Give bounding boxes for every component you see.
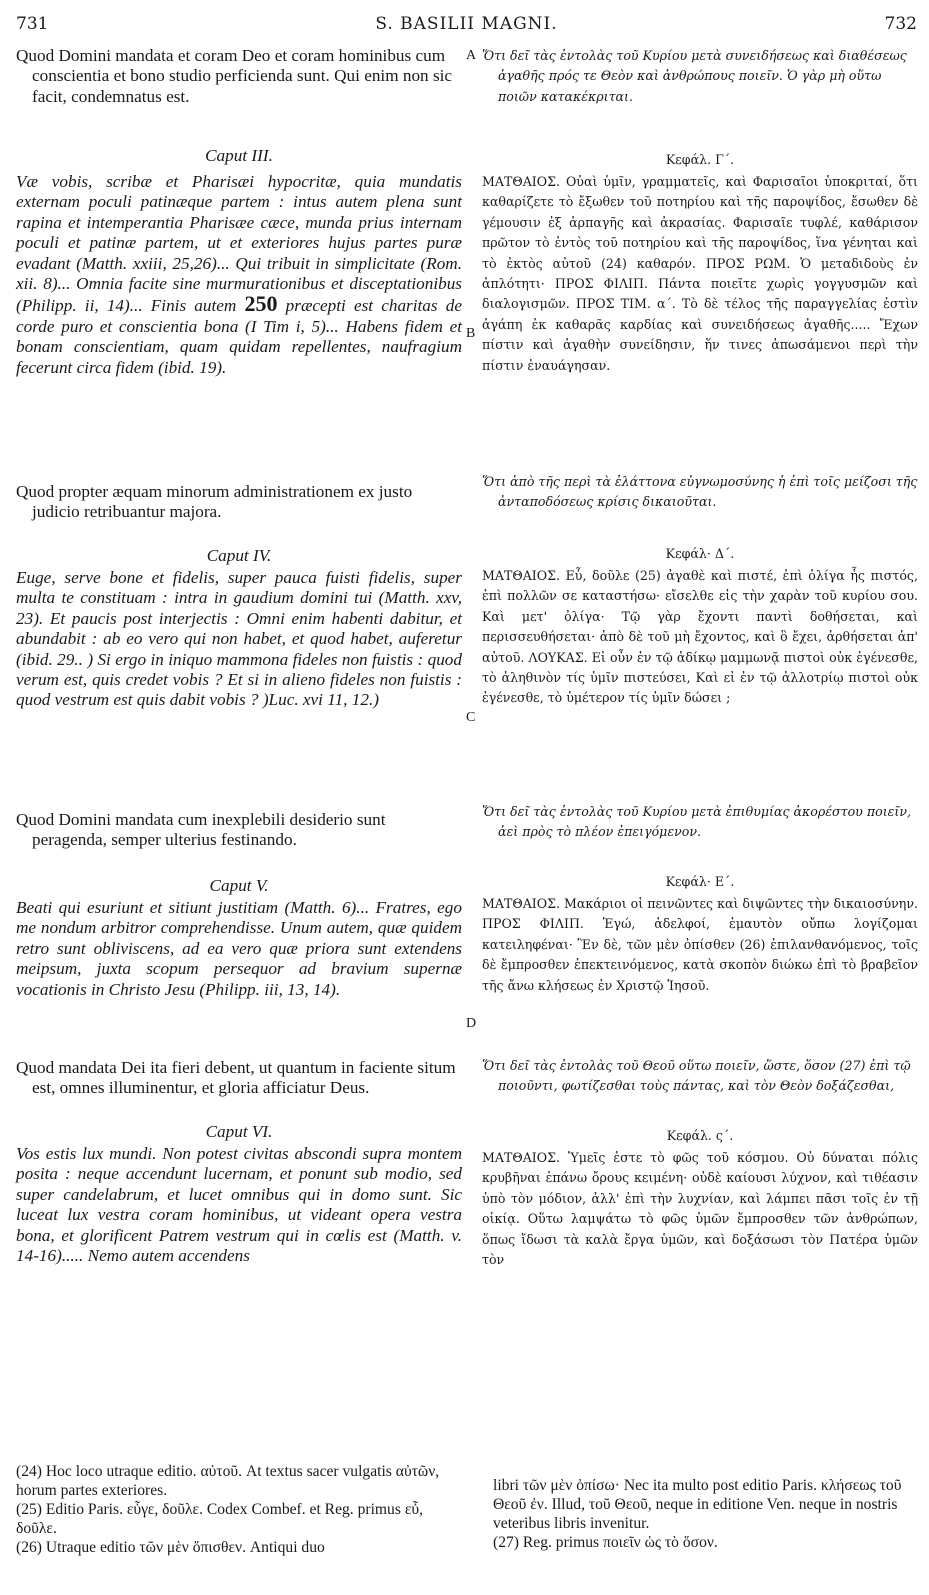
page-header [16, 14, 917, 40]
latin-text-6: Vos estis lux mundi. Non potest civitas abscondi supra montem posita : neque accendunt lucernam, et ponunt sub modio, sed super candelabrum, et lucet omnibus qui in domo sunt. Sic luceat lux vestra coram hominibus, ut videant opera vestra bona, et glorificent Patrem vestrum qui in cœlis est (Matth. v. 14-16)..... Nemo autem accendens [16, 1144, 462, 1266]
greek-kephal-3: Κεφάλ. Γ΄. [665, 152, 735, 167]
greek-text-5: ΜΑΤΘΑΙΟΣ. Μακάριοι οἱ πεινῶντες καὶ διψῶντες τὴν δικαιοσύνην. ΠΡΟΣ ΦΙΛΙΠ. Ἐγώ, ἀδελφοί, ἐμαυτὸν οὔπω λογίζομαι κατειληφέναι· Ἓν δὲ, τῶν μὲν ὀπίσθεν (26) ἐπιλανθανόμενος, τοῖς δὲ ἔμπροσθεν ἐπεκτεινόμενος, κατὰ σκοπὸν διώκω ἐπὶ τὸ βραβεῖον τῆς ἄνω κλήσεως ἐν Χριστῷ Ἰησοῦ. [482, 896, 918, 993]
greek-text-4: ΜΑΤΘΑΙΟΣ. Εὖ, δοῦλε (25) ἀγαθὲ καὶ πιστέ, ἐπὶ ὀλίγα ἧς πιστός, ἐπὶ πολλῶν σε καταστήσω· εἴσελθε εἰς τὴν χαρὰν τοῦ κυρίου σου. Καὶ μετ' ὀλίγα· Τῷ γὰρ ἔχοντι παντὶ δοθήσεται, καὶ περισσευθήσεται· ἀπὸ δὲ τοῦ μὴ ἔχοντος, καὶ ὃ ἔχει, ἀρθήσεται ἀπ' αὐτοῦ. ΛΟΥΚΑΣ. Εἰ οὖν ἐν τῷ ἀδίκῳ μαμμωνᾷ πιστοὶ οὐκ ἐγένεσθε, τὸ ἀληθινὸν τίς ὑμῖν πιστεύσει, Καὶ εἰ ἐν τῷ ἀλλοτρίῳ πιστοὶ οὐκ ἐγένεσθε, τὸ ὑμέτερον τίς ὑμῖν δώσει ; [482, 568, 918, 706]
greek-heading-5: Ὅτι δεῖ τὰς ἐντολὰς τοῦ Κυρίου μετὰ ἐπιθυμίας ἀκορέστου ποιεῖν, ἀεὶ πρὸς τὸ πλέον ἐπειγόμενον. [482, 804, 911, 840]
margin-letter-d: D [466, 1016, 477, 1031]
footnote-27: (27) Reg. primus ποιεῖν ὡς τὸ ὅσον. [493, 1534, 718, 1551]
margin-letter-a: A [466, 48, 477, 63]
greek-kephal-6: Κεφάλ. ς΄. [666, 1128, 734, 1143]
latin-text-3-b: præcepti est charitas de corde puro et conscientia bona (I Tim i, 5)... Habens fidem et bonam conscientiam, quam quidam repellentes, naufragium fecerunt circa fidem (ibid. 19). [16, 296, 462, 377]
greek-kephal-5: Κεφάλ· Ε΄. [665, 874, 735, 889]
greek-heading-4: Ὅτι ἀπὸ τῆς περὶ τὰ ἐλάττονα εὐγνωμοσύνης ἡ ἐπὶ τοῖς μείζοσι τῆς ἀνταποδόσεως κρίσις δικαιοῦται. [482, 474, 918, 510]
footnote-24: (24) Hoc loco utraque editio. αὐτοῦ. At textus sacer vulgatis αὐτῶν, horum partes exteriores. [16, 1463, 440, 1499]
running-title: S. BASILII MAGNI. [375, 14, 558, 34]
page-number-right: 732 [884, 14, 917, 34]
footnote-26-continued: libri τῶν μὲν ὀπίσω· Nec ita multo post editio Paris. κλήσεως τοῦ Θεοῦ ἐν. Illud, τοῦ Θεοῦ, neque in editione Ven. neque in nostris veteribus libris invenitur. [493, 1477, 902, 1532]
margin-letter-b: B [466, 326, 476, 341]
footnote-25: (25) Editio Paris. εὖγε, δοῦλε. Codex Combef. et Reg. primus εὖ, δοῦλε. [16, 1501, 423, 1537]
footnote-26: (26) Utraque editio τῶν μὲν ὄπισθεν. Antiqui duo [16, 1539, 325, 1556]
margin-letter-c: C [466, 710, 476, 725]
latin-text-3 [16, 172, 462, 378]
latin-heading-4: Quod propter æquam minorum administrationem ex justo judicio retribuantur majora. [16, 482, 413, 522]
latin-text-5: Beati qui esuriunt et sitiunt justitiam (Matth. 6)... Fratres, ego me nondum arbitror comprehendisse. Unum autem, quæ quidem retro sunt obliviscens, ad ea vero quæ priora sunt extendens meipsum, juxta scopum persequor ad bravium supernæ vocationis in Christo Jesu (Philipp. iii, 13, 14). [16, 898, 462, 999]
page-number-left: 731 [16, 14, 49, 34]
footnotes-right [493, 1476, 917, 1552]
greek-text-3: ΜΑΤΘΑΙΟΣ. Οὐαὶ ὑμῖν, γραμματεῖς, καὶ Φαρισαῖοι ὑποκριταί, ὅτι καθαρίζετε τὸ ἔξωθεν τοῦ ποτηρίου καὶ τῆς παροψίδος, ἔσωθεν δὲ γέμουσιν ἐξ ἁρπαγῆς καὶ ἀκρασίας. Φαρισαῖε τυφλέ, καθάρισον πρῶτον τὸ ἐντὸς τοῦ ποτηρίου καὶ τῆς παροψίδος, ἵνα γένηται καὶ τὸ ἐκτὸς αὐτοῦ (24) καθαρόν. ΠΡΟΣ ΡΩΜ. Ὁ μεταδιδοὺς ἐν ἁπλότητι· ΠΡΟΣ ΦΙΛΙΠ. Πάντα ποιεῖτε χωρὶς γογγυσμῶν καὶ διαλογισμῶν. ΠΡΟΣ ΤΙΜ. α΄. Τὸ δὲ τέλος τῆς παραγγελίας ἐστὶν ἀγάπη ἐκ καθαρᾶς καρδίας καὶ συνειδήσεως ἀγαθῆς..... Ἔχων πίστιν καὶ ἀγαθὴν συνείδησιν, ἥν τινες ἀπωσάμενοι περὶ τὴν πίστιν ἐναυάγησαν. [482, 174, 918, 373]
latin-text-4: Euge, serve bone et fidelis, super pauca fuisti fidelis, super multa te constituam : intra in gaudium domini tui (Matth. xxv, 23). Et paucis post interjectis : Omni enim habenti dabitur, et abundabit : ab eo vero qui non habet, et quod habet, auferetur (ibid. 29.. ) Si ergo in iniquo mammona fideles non fuistis : quod verum est, quis credet vobis ? Et si in alieno fideles non fuistis : quod vestrum est quis dabit vobis ? )Luc. xvi 11, 12.) [16, 568, 462, 710]
greek-kephal-4: Κεφάλ· Δ΄. [665, 546, 735, 561]
latin-caput-4: Caput IV. [206, 546, 272, 565]
latin-caput-6: Caput VI. [205, 1122, 273, 1141]
footnotes-left [16, 1462, 462, 1557]
latin-text-3-a: Væ vobis, scribæ et Pharisæi hypocritæ, quia mundatis externam poculi patinæque partem : intus autem plena sunt rapina et intemperantia Pharisæe cæce, munda prius internam poculi et patinæ partem, ut et exteriores hujus partes puræ evadant (Matth. xxiii, 25,26)... Qui tribuit in simplicitate (Rom. xii. 8)... Omnia facite sine murmurationibus et disceptationibus (Philipp. ii, 14)... Finis autem [16, 172, 462, 316]
greek-heading-6: Ὅτι δεῖ τὰς ἐντολὰς τοῦ Θεοῦ οὕτω ποιεῖν, ὥστε, ὅσον (27) ἐπὶ τῷ ποιοῦντι, φωτίζεσθαι τοὺς πάντας, καὶ τὸν Θεὸν δοξάζεσθαι, [482, 1058, 911, 1094]
latin-caput-5: Caput V. [209, 876, 269, 895]
latin-heading-6: Quod mandata Dei ita fieri debent, ut quantum in faciente situm est, omnes illuminentur, et gloria afficiatur Deus. [16, 1058, 456, 1098]
greek-heading-3: Ὅτι δεῖ τὰς ἐντολὰς τοῦ Κυρίου μετὰ συνειδήσεως καὶ διαθέσεως ἀγαθῆς πρός τε Θεὸν καὶ ἀνθρώπους ποιεῖν. Ὁ γὰρ μὴ οὕτω ποιῶν κατακέκριται. [482, 48, 907, 104]
column-number-250: 250 [244, 291, 278, 317]
latin-heading-3: Quod Domini mandata et coram Deo et coram hominibus cum conscientia et bono studio perficienda sunt. Qui enim non sic facit, condemnatus est. [16, 46, 453, 106]
greek-text-6: ΜΑΤΘΑΙΟΣ. Ὑμεῖς ἐστε τὸ φῶς τοῦ κόσμου. Οὐ δύναται πόλις κρυβῆναι ἐπάνω ὄρους κειμένη· οὐδὲ καίουσι λύχνον, καὶ τιθέασιν ὑπὸ τὸν μόδιον, ἀλλ' ἐπὶ τὴν λυχνίαν, καὶ λάμπει πᾶσι τοῖς ἐν τῇ οἰκίᾳ. Οὕτω λαμψάτω τὸ φῶς ὑμῶν ἔμπροσθεν τῶν ἀνθρώπων, ὅπως ἴδωσι τὰ καλὰ ἔργα ὑμῶν, καὶ δοξάσωσι τὸν Πατέρα ὑμῶν τὸν [482, 1150, 918, 1268]
latin-heading-5: Quod Domini mandata cum inexplebili desiderio sunt peragenda, semper ulterius festinando. [16, 810, 386, 850]
latin-caput-3: Caput III. [205, 146, 273, 165]
